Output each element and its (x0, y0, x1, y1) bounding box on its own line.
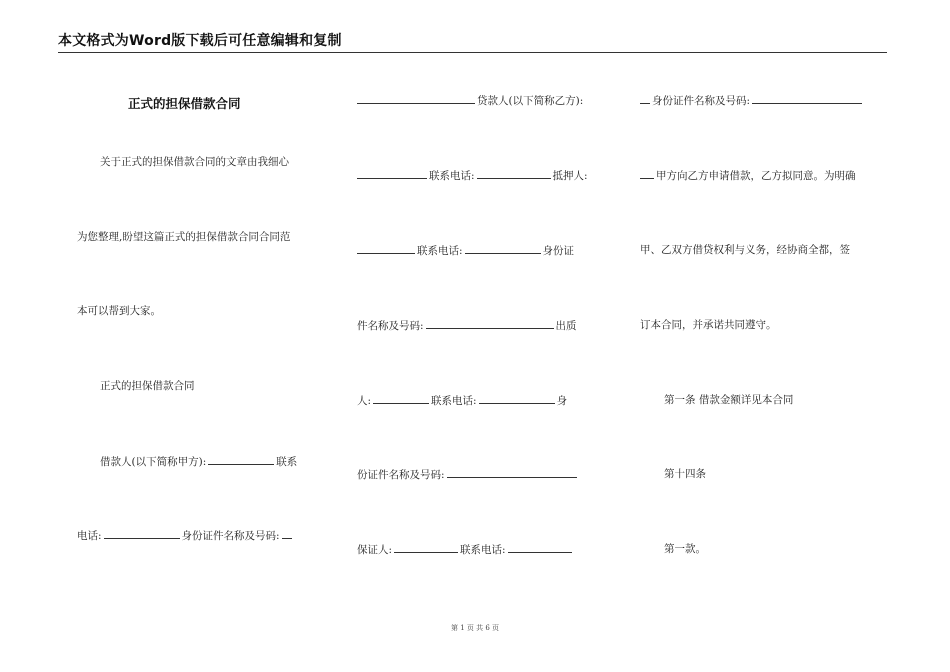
paragraph-line: 为您整理,盼望这篇正式的担保借款合同合同范 (77, 231, 291, 243)
borrower-phone-blank[interactable] (104, 528, 180, 539)
id-label-cont: 件名称及号码: (357, 320, 424, 332)
mortgagor-id-blank[interactable] (426, 318, 554, 329)
guarantor-name-blank[interactable] (394, 542, 458, 553)
id-label-part: 身份证 (542, 245, 575, 257)
mortgagor-name-blank[interactable] (357, 243, 415, 254)
lender-id-blank[interactable] (752, 93, 862, 104)
borrower-phone-line (77, 528, 294, 543)
borrower-id-blank[interactable] (282, 528, 292, 539)
lender-phone-label: 联系电话: (429, 170, 475, 182)
mortgagor-phone-line (357, 243, 574, 258)
lender-name-blank[interactable] (357, 93, 475, 104)
document-title: 正式的担保借款合同 (128, 96, 241, 111)
pledgor-phone-blank[interactable] (479, 393, 555, 404)
article-heading: 第十四条 (664, 468, 706, 480)
lender-id-label: 身份证件名称及号码: (652, 95, 751, 107)
id-label-part: 身 (556, 395, 568, 407)
guarantor-phone-label: 联系电话: (460, 544, 506, 556)
pledgor-phone-label: 联系电话: (431, 395, 477, 407)
lender-phone-blank[interactable] (477, 168, 551, 179)
application-text: 甲方向乙方申请借款，乙方拟同意。为明确 (656, 170, 856, 182)
pledgor-id-blank[interactable] (447, 467, 577, 478)
mortgagor-phone-blank[interactable] (465, 243, 541, 254)
pledgor-label-cont: 人: (357, 395, 372, 407)
id-label-cont: 份证件名称及号码: (357, 469, 445, 481)
pledgor-label-part: 出质 (555, 320, 577, 332)
borrower-label: 借款人(以下简称甲方): (100, 456, 207, 468)
page-header: 本文格式为Word版下载后可任意编辑和复制 (58, 33, 342, 49)
contact-label-part: 联系 (276, 456, 298, 468)
paragraph-line: 本可以帮到大家。 (77, 305, 161, 317)
guarantor-line (357, 542, 574, 557)
lender-line (357, 93, 583, 108)
header-rule (58, 52, 887, 53)
lender-contact-blank[interactable] (357, 168, 427, 179)
phone-label: 电话: (77, 530, 102, 542)
mortgagor-label: 抵押人: (552, 170, 588, 182)
paragraph-line: 第一款。 (664, 543, 706, 555)
article-heading: 第一条 借款金额详见本合同 (664, 394, 794, 406)
paragraph-line: 甲、乙双方借贷权利与义务，经协商全都，签 (640, 244, 850, 256)
application-line (640, 168, 856, 183)
pledgor-name-blank[interactable] (373, 393, 429, 404)
lender-id-lead-blank[interactable] (640, 93, 650, 104)
mortgagor-phone-label: 联系电话: (417, 245, 463, 257)
application-lead-blank[interactable] (640, 168, 654, 179)
paragraph-line: 关于正式的担保借款合同的文章由我细心 (100, 156, 289, 168)
guarantor-label: 保证人: (357, 544, 393, 556)
lender-id-line (640, 93, 864, 108)
page-footer: 第 1 页 共 6 页 (450, 624, 500, 632)
pledgor-line (357, 393, 567, 408)
borrower-name-blank[interactable] (208, 454, 274, 465)
lender-label: 贷款人(以下简称乙方): (477, 95, 584, 107)
section-heading: 正式的担保借款合同 (100, 380, 195, 392)
paragraph-line: 订本合同，并承诺共同遵守。 (640, 319, 777, 331)
pledgor-id-line (357, 467, 579, 482)
mortgagor-id-line (357, 318, 577, 333)
lender-phone-line (357, 168, 588, 183)
guarantor-phone-blank[interactable] (508, 542, 572, 553)
borrower-line (100, 454, 297, 469)
id-label: 身份证件名称及号码: (181, 530, 280, 542)
